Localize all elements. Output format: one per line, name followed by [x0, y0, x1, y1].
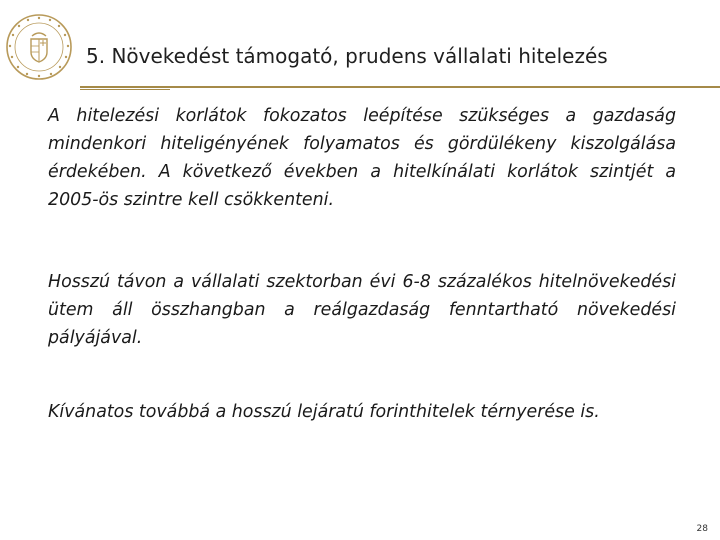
title-divider — [80, 86, 720, 88]
paragraph-forint-loans: Kívánatos továbbá a hosszú lejáratú forinthitelek térnyerése is. — [48, 402, 600, 422]
central-bank-seal-icon — [4, 12, 74, 82]
slide-title: 5. Növekedést támogató, prudens vállalati hitelezés — [86, 44, 608, 68]
paragraph-credit-constraints: A hitelezési korlátok fokozatos leépítése szükséges a gazdaság mindenkori hiteligényének folyamatos és gördülékeny kiszolgálása érdekében. A következő években a hitelkínálati korlátok szintjét a 2005-ös szintre kell csökkenteni. — [48, 106, 676, 210]
page-number: 28 — [696, 524, 708, 534]
title-divider-accent — [80, 89, 170, 90]
paragraph-credit-growth: Hosszú távon a vállalati szektorban évi 6-8 százalékos hitelnövekedési ütem áll összhangban a reálgazdaság fenntartható növekedési pályájával. — [48, 272, 676, 348]
